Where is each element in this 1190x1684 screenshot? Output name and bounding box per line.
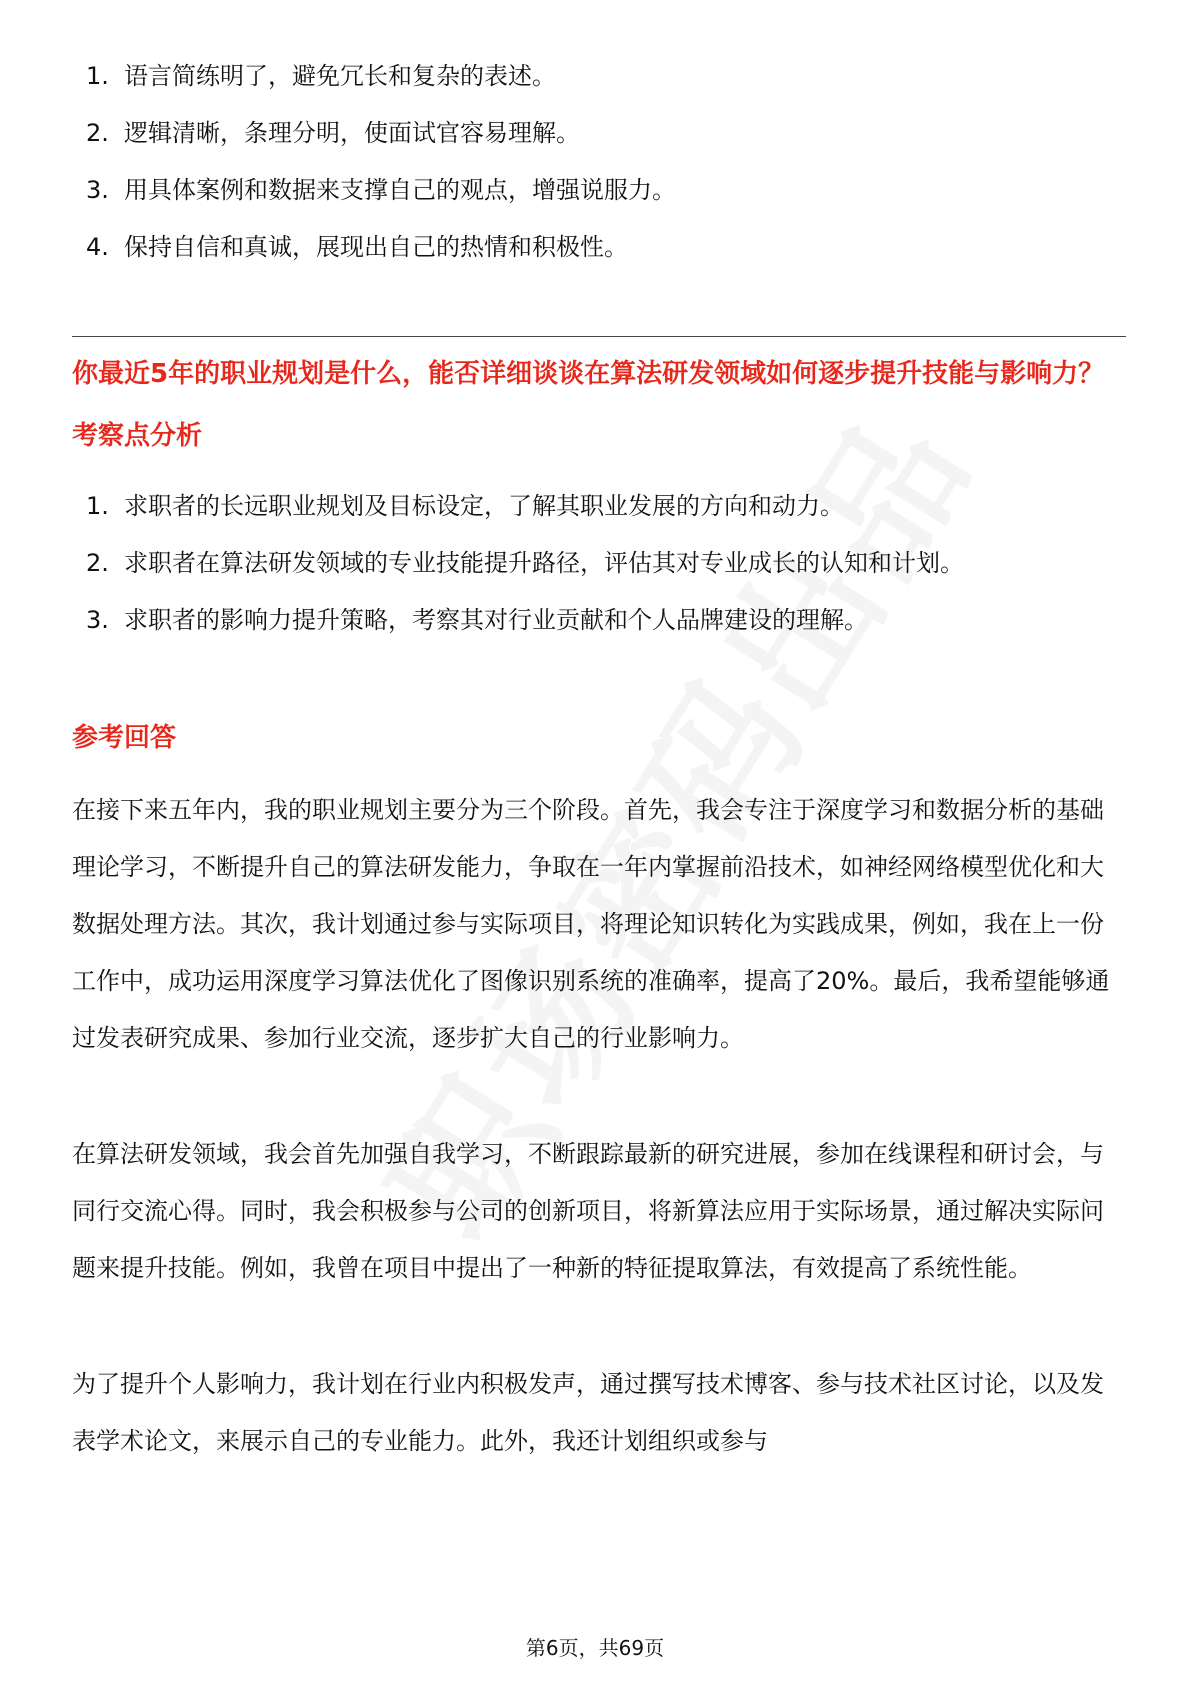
answer-paragraph: 为了提升个人影响力，我计划在行业内积极发声，通过撰写技术博客、参与技术社区讨论，以及发表学术论文，来展示自己的专业能力。此外，我还计划组织或参与 (72, 1370, 1104, 1455)
section-divider (72, 336, 1126, 337)
analysis-list (86, 478, 1089, 649)
tips-list (86, 48, 1089, 276)
list-item: 3. 用具体案例和数据来支撑自己的观点，增强说服力。 (86, 176, 676, 204)
answer-heading: 参考回答 (72, 723, 177, 753)
answer-paragraph: 在接下来五年内，我的职业规划主要分为三个阶段。首先，我会专注于深度学习和数据分析的基础理论学习，不断提升自己的算法研发能力，争取在一年内掌握前沿技术，如神经网络模型优化和大数据处理方法。其次，我计划通过参与实际项目，将理论知识转化为实践成果，例如，我在上一份工作中，成功运用深度学习算法优化了图像识别系统的准确率，提高了20%。最后，我希望能够通过发表研究成果、参加行业交流，逐步扩大自己的行业影响力。 (72, 796, 1110, 1052)
page-footer: 第6页，共69页 (525, 1636, 665, 1660)
list-item: 4. 保持自信和真诚，展现出自己的热情和积极性。 (86, 233, 628, 261)
list-item: 2. 逻辑清晰，条理分明，使面试官容易理解。 (86, 119, 580, 147)
analysis-heading: 考察点分析 (72, 421, 203, 451)
interview-question: 你最近5年的职业规划是什么，能否详细谈谈在算法研发领域如何逐步提升技能与影响力？ (72, 359, 1105, 389)
list-item: 1. 语言简练明了，避免冗长和复杂的表述。 (86, 62, 556, 90)
answer-paragraph: 在算法研发领域，我会首先加强自我学习，不断跟踪最新的研究进展，参加在线课程和研讨会，与同行交流心得。同时，我会积极参与公司的创新项目，将新算法应用于实际场景，通过解决实际问题来提升技能。例如，我曾在项目中提出了一种新的特征提取算法，有效提高了系统性能。 (72, 1140, 1104, 1282)
list-item: 3. 求职者的影响力提升策略，考察其对行业贡献和个人品牌建设的理解。 (86, 606, 868, 634)
list-item: 2. 求职者在算法研发领域的专业技能提升路径，评估其对专业成长的认知和计划。 (86, 549, 964, 577)
list-item: 1. 求职者的长远职业规划及目标设定，了解其职业发展的方向和动力。 (86, 492, 844, 520)
